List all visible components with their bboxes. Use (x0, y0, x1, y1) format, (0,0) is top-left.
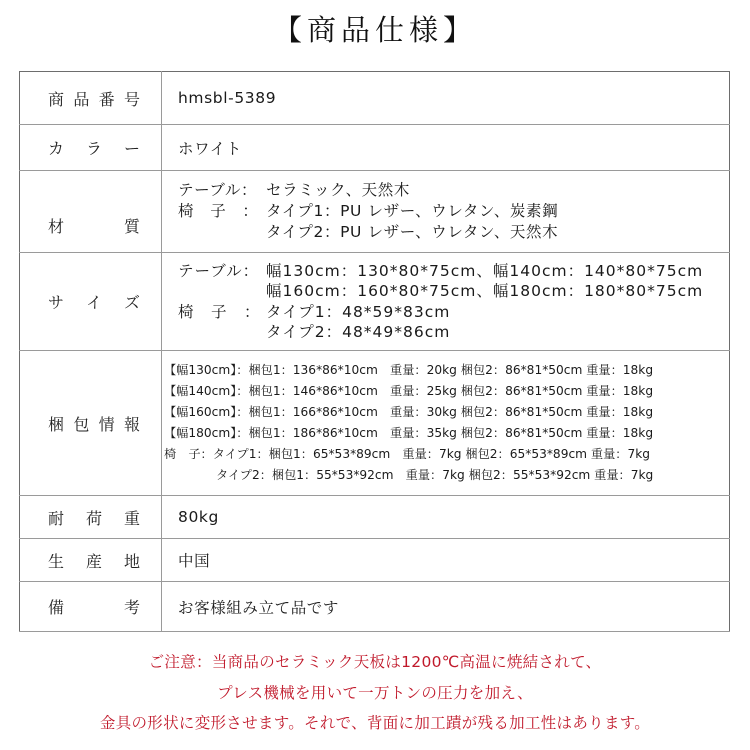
packing-line-chair-2: タイプ2：梱包1：55*53*92cm 重量：7kg 梱包2：55*53*92cm 重量：7kg (216, 468, 654, 482)
row-material (20, 171, 730, 253)
packing-line-140: 【幅140cm】：梱包1：146*86*10cm 重量：25kg 梱包2：86*81*50cm 重量：18kg (164, 384, 654, 398)
page-title: 【商品仕様】 (272, 13, 477, 47)
value-size (162, 253, 730, 351)
row-product-no (20, 72, 730, 125)
row-color (20, 125, 730, 171)
label-load: 耐 荷 重 (20, 496, 162, 539)
size-chair-key: 椅 子 ： (178, 302, 261, 321)
label-size: サ イ ズ (20, 253, 162, 351)
size-table-value-2: 幅160cm：160*80*75cm、幅180cm：180*80*75cm (266, 282, 704, 300)
row-origin (20, 539, 730, 582)
value-product-no: hmsbl-5389 (162, 72, 730, 125)
value-note: お客様組み立て品です (162, 582, 730, 632)
row-note (20, 582, 730, 632)
size-table-value-1: 幅130cm：130*80*75cm、幅140cm：140*80*75cm (266, 261, 704, 280)
row-packing (20, 351, 730, 496)
row-size (20, 253, 730, 351)
notice-line-1: ご注意：当商品のセラミック天板は1200℃高温に焼結されて、 (148, 653, 602, 671)
size-table-key: テーブル： (178, 261, 260, 280)
material-table-key: テーブル： (178, 181, 258, 199)
size-chair-value-1: タイプ1：48*59*83cm (266, 302, 451, 321)
row-load (20, 496, 730, 539)
material-table-value: セラミック、天然木 (266, 181, 410, 199)
material-chair-key: 椅 子 ： (178, 202, 259, 220)
notice-line-3: 金具の形状に変形させます。それで、背面に加工蹟が残る加工性はあります。 (99, 714, 651, 732)
spec-table (19, 71, 730, 632)
packing-line-130: 【幅130cm】：梱包1：136*86*10cm 重量：20kg 梱包2：86*81*50cm 重量：18kg (164, 363, 654, 377)
label-product-no (20, 72, 162, 125)
label-material: 材 質 (20, 171, 162, 253)
value-color: ホワイト (162, 125, 730, 171)
size-chair-value-2: タイプ2：48*49*86cm (266, 323, 451, 341)
notice-line-2: プレス機械を用いて一万トンの圧力を加え、 (217, 684, 533, 702)
value-load: 80kg (162, 496, 730, 539)
packing-line-160: 【幅160cm】：梱包1：166*86*10cm 重量：30kg 梱包2：86*81*50cm 重量：18kg (164, 405, 654, 419)
label-note: 備 考 (20, 582, 162, 632)
value-material (162, 171, 730, 253)
label-origin: 生 産 地 (20, 539, 162, 582)
label-packing: 梱 包 情 報 (20, 351, 162, 496)
packing-line-180: 【幅180cm】：梱包1：186*86*10cm 重量：35kg 梱包2：86*81*50cm 重量：18kg (164, 426, 654, 440)
label-color: カ ラ ー (20, 125, 162, 171)
material-chair-value-1: タイプ1：PU レザー、ウレタン、炭素鋼 (266, 202, 559, 220)
material-chair-value-2: タイプ2：PU レザー、ウレタン、天然木 (266, 223, 559, 241)
value-origin: 中国 (162, 539, 730, 582)
label-product-no-text: 商 品 番 号 (48, 89, 140, 109)
value-packing (162, 351, 730, 496)
packing-line-chair-1: 椅 子：タイプ1：梱包1：65*53*89cm 重量：7kg 梱包2：65*53*89cm 重量：7kg (164, 447, 651, 461)
